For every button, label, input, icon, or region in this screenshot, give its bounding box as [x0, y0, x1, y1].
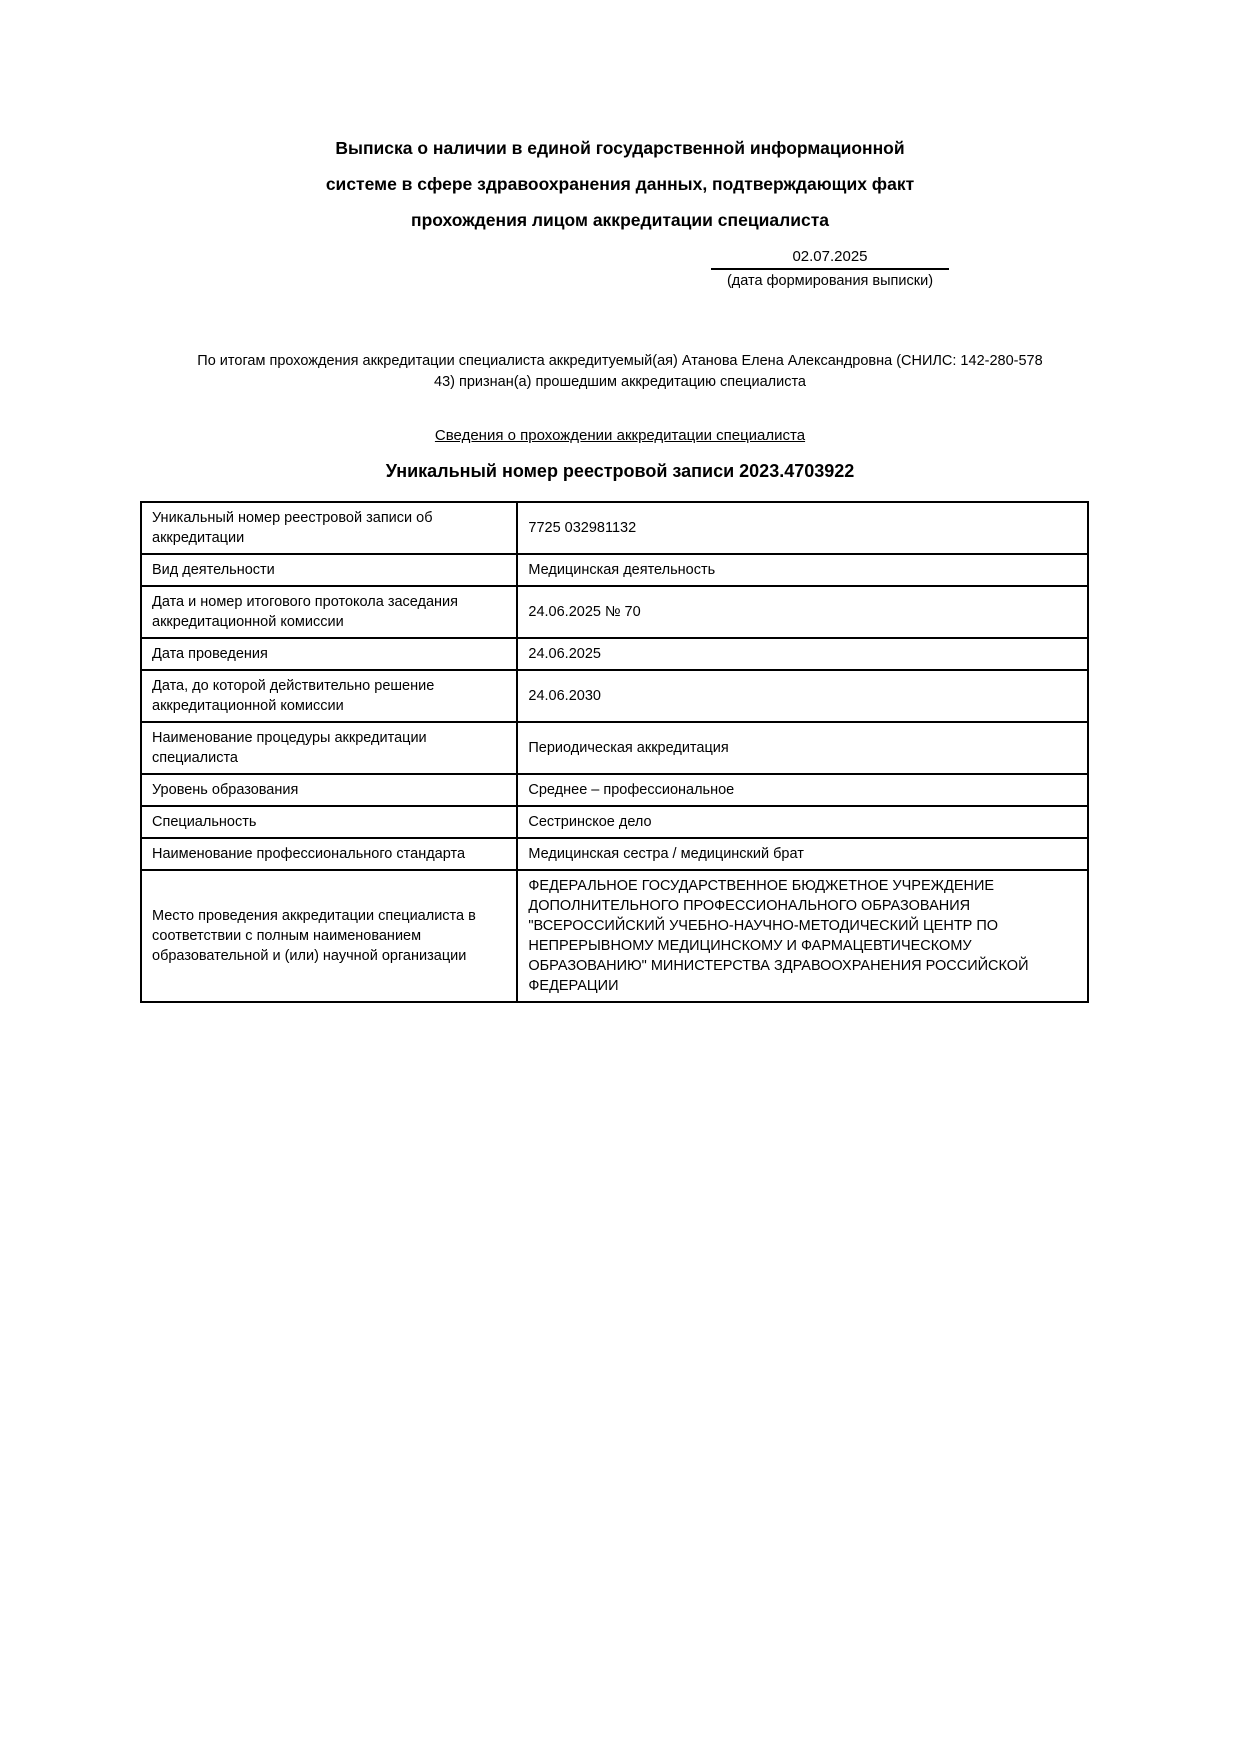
row-value: Периодическая аккредитация [517, 722, 1088, 774]
row-label: Дата, до которой действительно решение аккредитационной комиссии [141, 670, 517, 722]
accreditation-table [140, 501, 1089, 1003]
table-row [141, 554, 1088, 586]
document-title-line: прохождения лицом аккредитации специалиста [411, 210, 829, 230]
row-label: Место проведения аккредитации специалиста в соответствии с полным наименованием образовательной и (или) научной организации [141, 870, 517, 1002]
table-row [141, 774, 1088, 806]
row-value: 24.06.2025 № 70 [517, 586, 1088, 638]
row-value: Сестринское дело [517, 806, 1088, 838]
row-value: Медицинская сестра / медицинский брат [517, 838, 1088, 870]
row-value: 24.06.2025 [517, 638, 1088, 670]
formation-date-value: 02.07.2025 [711, 248, 949, 270]
table-row [141, 670, 1088, 722]
row-label: Наименование процедуры аккредитации специалиста [141, 722, 517, 774]
document-title-line: Выписка о наличии в единой государственной информационной [335, 138, 905, 158]
table-row [141, 502, 1088, 554]
table-row [141, 638, 1088, 670]
row-value: 7725 032981132 [517, 502, 1088, 554]
row-value: Медицинская деятельность [517, 554, 1088, 586]
intro-paragraph-line: По итогам прохождения аккредитации специалиста аккредитуемый(ая) Атанова Елена Александровна (СНИЛС: 142-280-578 [197, 353, 1043, 369]
document-title-line: системе в сфере здравоохранения данных, подтверждающих факт [325, 174, 915, 194]
formation-date-block [690, 248, 970, 289]
table-row [141, 722, 1088, 774]
row-label: Уникальный номер реестровой записи об аккредитации [141, 502, 517, 554]
row-value: 24.06.2030 [517, 670, 1088, 722]
table-row [141, 870, 1088, 1002]
row-label: Специальность [141, 806, 517, 838]
row-value: ФЕДЕРАЛЬНОЕ ГОСУДАРСТВЕННОЕ БЮДЖЕТНОЕ УЧРЕЖДЕНИЕ ДОПОЛНИТЕЛЬНОГО ПРОФЕССИОНАЛЬНОГО ОБРАЗОВАНИЯ "ВСЕРОССИЙСКИЙ УЧЕБНО-НАУЧНО-МЕТОДИЧЕСКИЙ ЦЕНТР ПО НЕПРЕРЫВНОМУ МЕДИЦИНСКОМУ И ФАРМАЦЕВТИЧЕСКОМУ ОБРАЗОВАНИЮ" МИНИСТЕРСТВА ЗДРАВООХРАНЕНИЯ РОССИЙСКОЙ ФЕДЕРАЦИИ [517, 870, 1088, 1002]
row-value: Среднее – профессиональное [517, 774, 1088, 806]
row-label: Уровень образования [141, 774, 517, 806]
row-label: Дата проведения [141, 638, 517, 670]
table-row [141, 838, 1088, 870]
table-row [141, 806, 1088, 838]
row-label: Наименование профессионального стандарта [141, 838, 517, 870]
intro-paragraph [0, 351, 1240, 393]
row-label: Дата и номер итогового протокола заседания аккредитационной комиссии [141, 586, 517, 638]
document-title [0, 130, 1240, 238]
section-heading: Сведения о прохождении аккредитации специалиста [434, 427, 806, 444]
record-number-heading: Уникальный номер реестровой записи 2023.4703922 [385, 461, 855, 481]
formation-date-caption: (дата формирования выписки) [726, 273, 934, 289]
intro-paragraph-line: 43) признан(а) прошедшим аккредитацию специалиста [434, 374, 806, 390]
table-row [141, 586, 1088, 638]
row-label: Вид деятельности [141, 554, 517, 586]
